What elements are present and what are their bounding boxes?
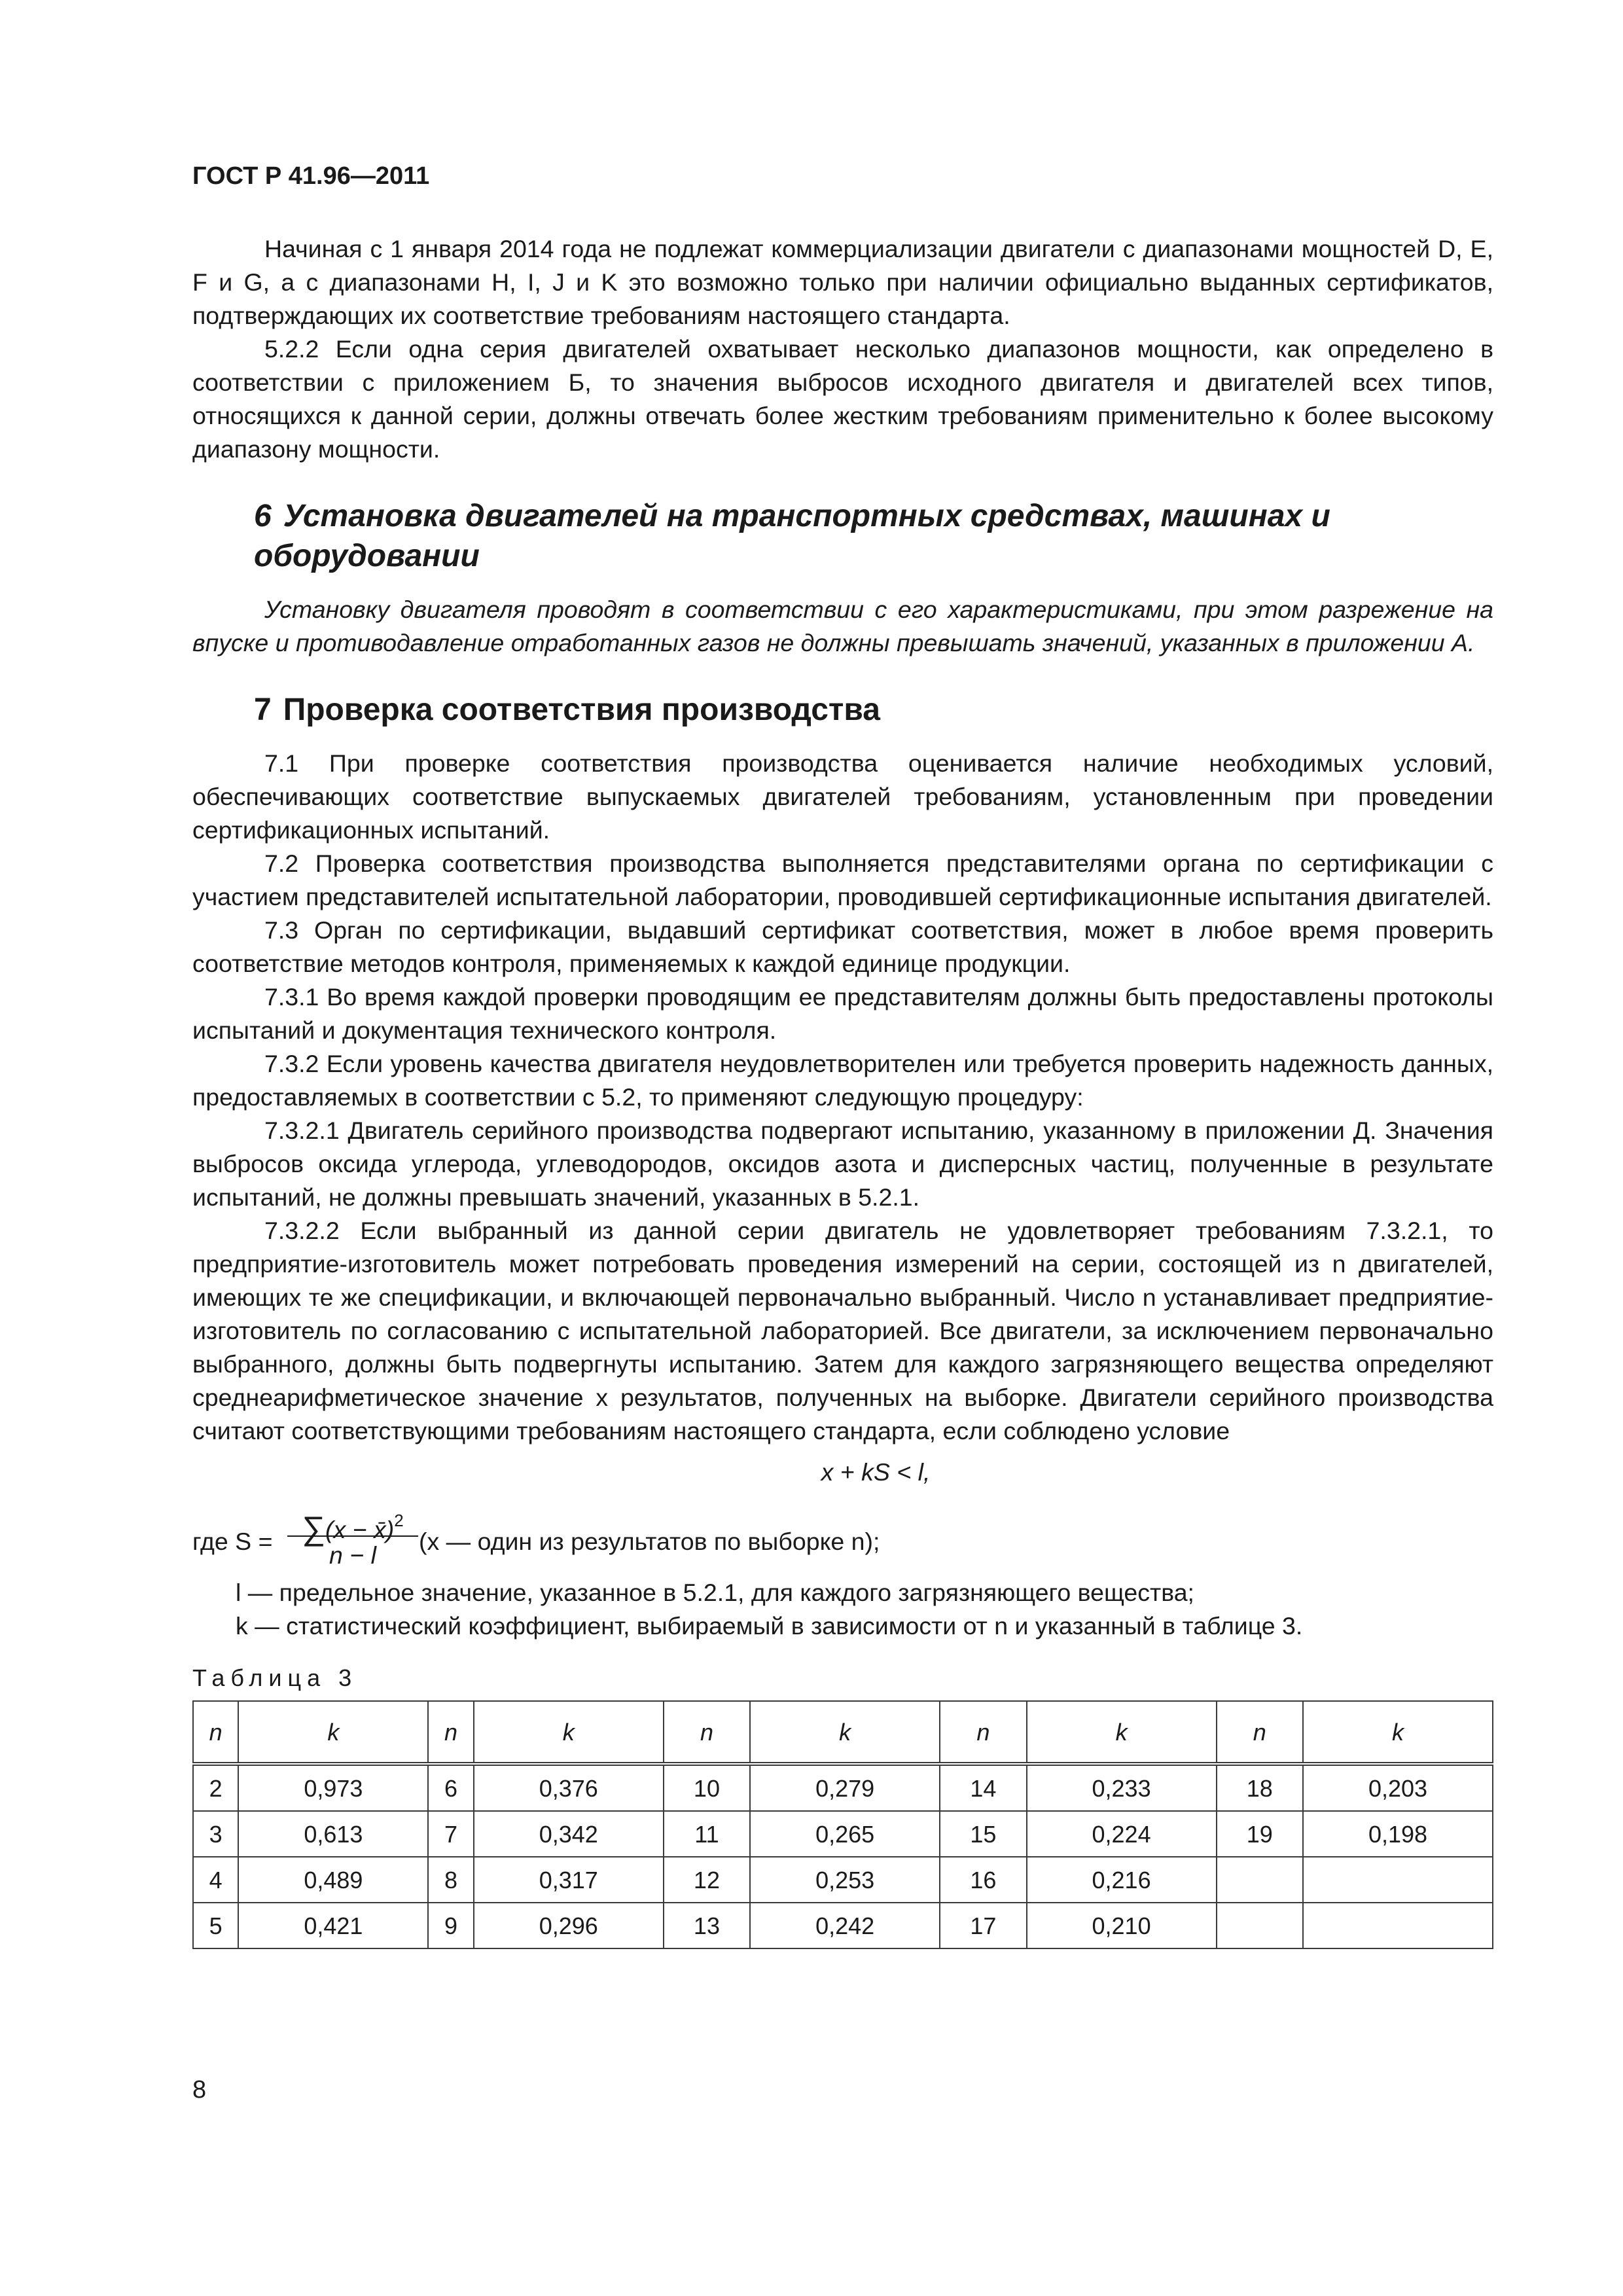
condition-formula: [192, 1449, 1493, 1495]
paragraph-7-3-2: 7.3.2 Если уровень качества двигателя неудовлетворителен или требуется проверить надежность данных, предоставляемых в соответствии с 5.2, то применяют следующую процедуру:: [192, 1050, 1493, 1111]
fraction: [287, 1499, 418, 1573]
paragraph-7-2: 7.2 Проверка соответствия производства выполняется представителями органа по сертификации с участием представителей испытательной лаборатории, проводившей сертификационные испытания двигателей.: [192, 850, 1493, 910]
paragraph-7-3-1: 7.3.1 Во время каждой проверки проводящим ее представителям должны быть предоставлены протоколы испытаний и документация технического контроля.: [192, 983, 1493, 1044]
table-header-cell: n: [1217, 1701, 1303, 1764]
condition-formula-text: x + kS < l,: [821, 1458, 931, 1486]
table-cell: 0,210: [1027, 1903, 1217, 1948]
table-cell: 19: [1217, 1811, 1303, 1857]
numerator-exponent: 2: [394, 1511, 404, 1530]
table-cell: 3: [193, 1811, 238, 1857]
table-row: [193, 1857, 1493, 1903]
table-cell: 0,198: [1303, 1811, 1493, 1857]
sigma-symbol: ∑: [302, 1510, 325, 1547]
paragraph-7-1: 7.1 При проверке соответствия производства оценивается наличие необходимых условий, обеспечивающих соответствие выпускаемых двигателей требованиям, установленным при проведении сертификационных испытаний.: [192, 749, 1493, 844]
table-cell: 0,973: [238, 1764, 428, 1811]
std-deviation-formula: [192, 1499, 1493, 1576]
table-cell: 0,265: [750, 1811, 940, 1857]
section-7-title: Проверка соответствия производства: [283, 692, 880, 727]
paragraph-7-3: 7.3 Орган по сертификации, выдавший сертификат соответствия, может в любое время проверить соответствие методов контроля, применяемых к каждой единице продукции.: [192, 916, 1493, 977]
table-header-cell: k: [750, 1701, 940, 1764]
where-lead: где S =: [192, 1528, 273, 1555]
table-cell: 11: [664, 1811, 750, 1857]
table-header-cell: n: [664, 1701, 750, 1764]
table-cell: 6: [428, 1764, 473, 1811]
table-row: [193, 1764, 1493, 1811]
section-6-body: Установку двигателя проводят в соответствии с его характеристиками, при этом разрежение на впуске и противодавление отработанных газов не должны превышать значений, указанных в приложении А.: [192, 596, 1493, 656]
table-cell: [1217, 1857, 1303, 1903]
page-number: 8: [192, 2076, 207, 2104]
table-cell: 0,489: [238, 1857, 428, 1903]
table-cell: 0,242: [750, 1903, 940, 1948]
paragraph-7-3-2-1: 7.3.2.1 Двигатель серийного производства подвергают испытанию, указанному в приложении Д. Значения выбросов оксида углерода, углеводородов, оксидов азота и дисперсных частиц, полученные в результате испытаний, не должны превышать значений, указанных в 5.2.1.: [192, 1117, 1493, 1211]
table-cell: 9: [428, 1903, 473, 1948]
where-tail: (x — один из результатов по выборке n);: [419, 1528, 880, 1555]
paragraph-5-2-2: 5.2.2 Если одна серия двигателей охватывает несколько диапазонов мощности, как определено в соответствии с приложением Б, то значения выбросов исходного двигателя и двигателей всех типов, относящихся к данной серии, должны отвечать более жестким требованиям применительно к более высокому диапазону мощности.: [192, 335, 1493, 463]
table-header-cell: k: [1303, 1701, 1493, 1764]
table-cell: 0,279: [750, 1764, 940, 1811]
table-cell: 0,253: [750, 1857, 940, 1903]
table-cell: 17: [940, 1903, 1026, 1948]
table-cell: 4: [193, 1857, 238, 1903]
table-cell: 15: [940, 1811, 1026, 1857]
table-cell: 14: [940, 1764, 1026, 1811]
table-cell: 0,342: [474, 1811, 664, 1857]
table-cell: 0,296: [474, 1903, 664, 1948]
table-header-cell: n: [940, 1701, 1026, 1764]
table-cell: 0,317: [474, 1857, 664, 1903]
table-header-cell: n: [428, 1701, 473, 1764]
section-7-number: 7: [254, 692, 272, 727]
table-cell: 18: [1217, 1764, 1303, 1811]
table-cell: 0,421: [238, 1903, 428, 1948]
paragraph-7-3-2-2: 7.3.2.2 Если выбранный из данной серии двигатель не удовлетворяет требованиям 7.3.2.1, то предприятие-изготовитель может потребовать проведения измерений на серии, состоящей из n двигателей, имеющих те же спецификации, и включающей первоначально выбранный. Число n устанавливает предприятие-изготовитель по согласованию с испытательной лабораторией. Все двигатели, за исключением первоначально выбранного, должны быть подвергнуты испытанию. Затем для каждого загрязняющего вещества определяют среднеарифметическое значение x результатов, полученных на выборке. Двигатели серийного производства считают соответствующими требованиям настоящего стандарта, если соблюдено условие: [192, 1217, 1493, 1444]
section-6-number: 6: [254, 499, 272, 533]
table-header-cell: k: [1027, 1701, 1217, 1764]
fraction-denominator: n − l: [329, 1541, 376, 1569]
table-row: [193, 1903, 1493, 1948]
paragraph-power-ranges: Начиная с 1 января 2014 года не подлежат коммерциализации двигатели с диапазонами мощностей D, E, F и G, а с диапазонами H, I, J и K это возможно только при наличии официально выданных сертификатов, подтверждающих их соответствие требованиям настоящего стандарта.: [192, 235, 1493, 329]
table-cell: 16: [940, 1857, 1026, 1903]
table-3-caption: Таблица 3: [192, 1664, 358, 1691]
table-cell: 12: [664, 1857, 750, 1903]
section-7-heading: [254, 690, 1493, 730]
table-cell: 7: [428, 1811, 473, 1857]
table-header-row: [193, 1701, 1493, 1764]
section-6-title: Установка двигателей на транспортных средствах, машинах и оборудовании: [254, 499, 1330, 573]
table-cell: [1217, 1903, 1303, 1948]
table-row: [193, 1811, 1493, 1857]
table-3: [192, 1700, 1493, 1949]
table-cell: 0,216: [1027, 1857, 1217, 1903]
table-cell: 0,224: [1027, 1811, 1217, 1857]
table-header-cell: n: [193, 1701, 238, 1764]
table-header-cell: k: [474, 1701, 664, 1764]
table-cell: 0,203: [1303, 1764, 1493, 1811]
definition-k: k — статистический коэффициент, выбираемый в зависимости от n и указанный в таблице 3.: [236, 1612, 1303, 1640]
table-cell: 0,233: [1027, 1764, 1217, 1811]
section-6-heading: [254, 496, 1493, 576]
table-cell: [1303, 1903, 1493, 1948]
definition-l: l — предельное значение, указанное в 5.2.1, для каждого загрязняющего вещества;: [236, 1579, 1194, 1606]
table-cell: 2: [193, 1764, 238, 1811]
fraction-numerator: [287, 1499, 418, 1547]
table-header-cell: k: [238, 1701, 428, 1764]
page-content: [192, 232, 1493, 1949]
table-cell: 5: [193, 1903, 238, 1948]
table-cell: 13: [664, 1903, 750, 1948]
table-cell: 0,376: [474, 1764, 664, 1811]
table-cell: 10: [664, 1764, 750, 1811]
table-cell: 0,613: [238, 1811, 428, 1857]
document-header: ГОСТ Р 41.96—2011: [192, 162, 430, 190]
numerator-expression: (x − x̄): [325, 1516, 395, 1543]
table-cell: 8: [428, 1857, 473, 1903]
table-cell: [1303, 1857, 1493, 1903]
